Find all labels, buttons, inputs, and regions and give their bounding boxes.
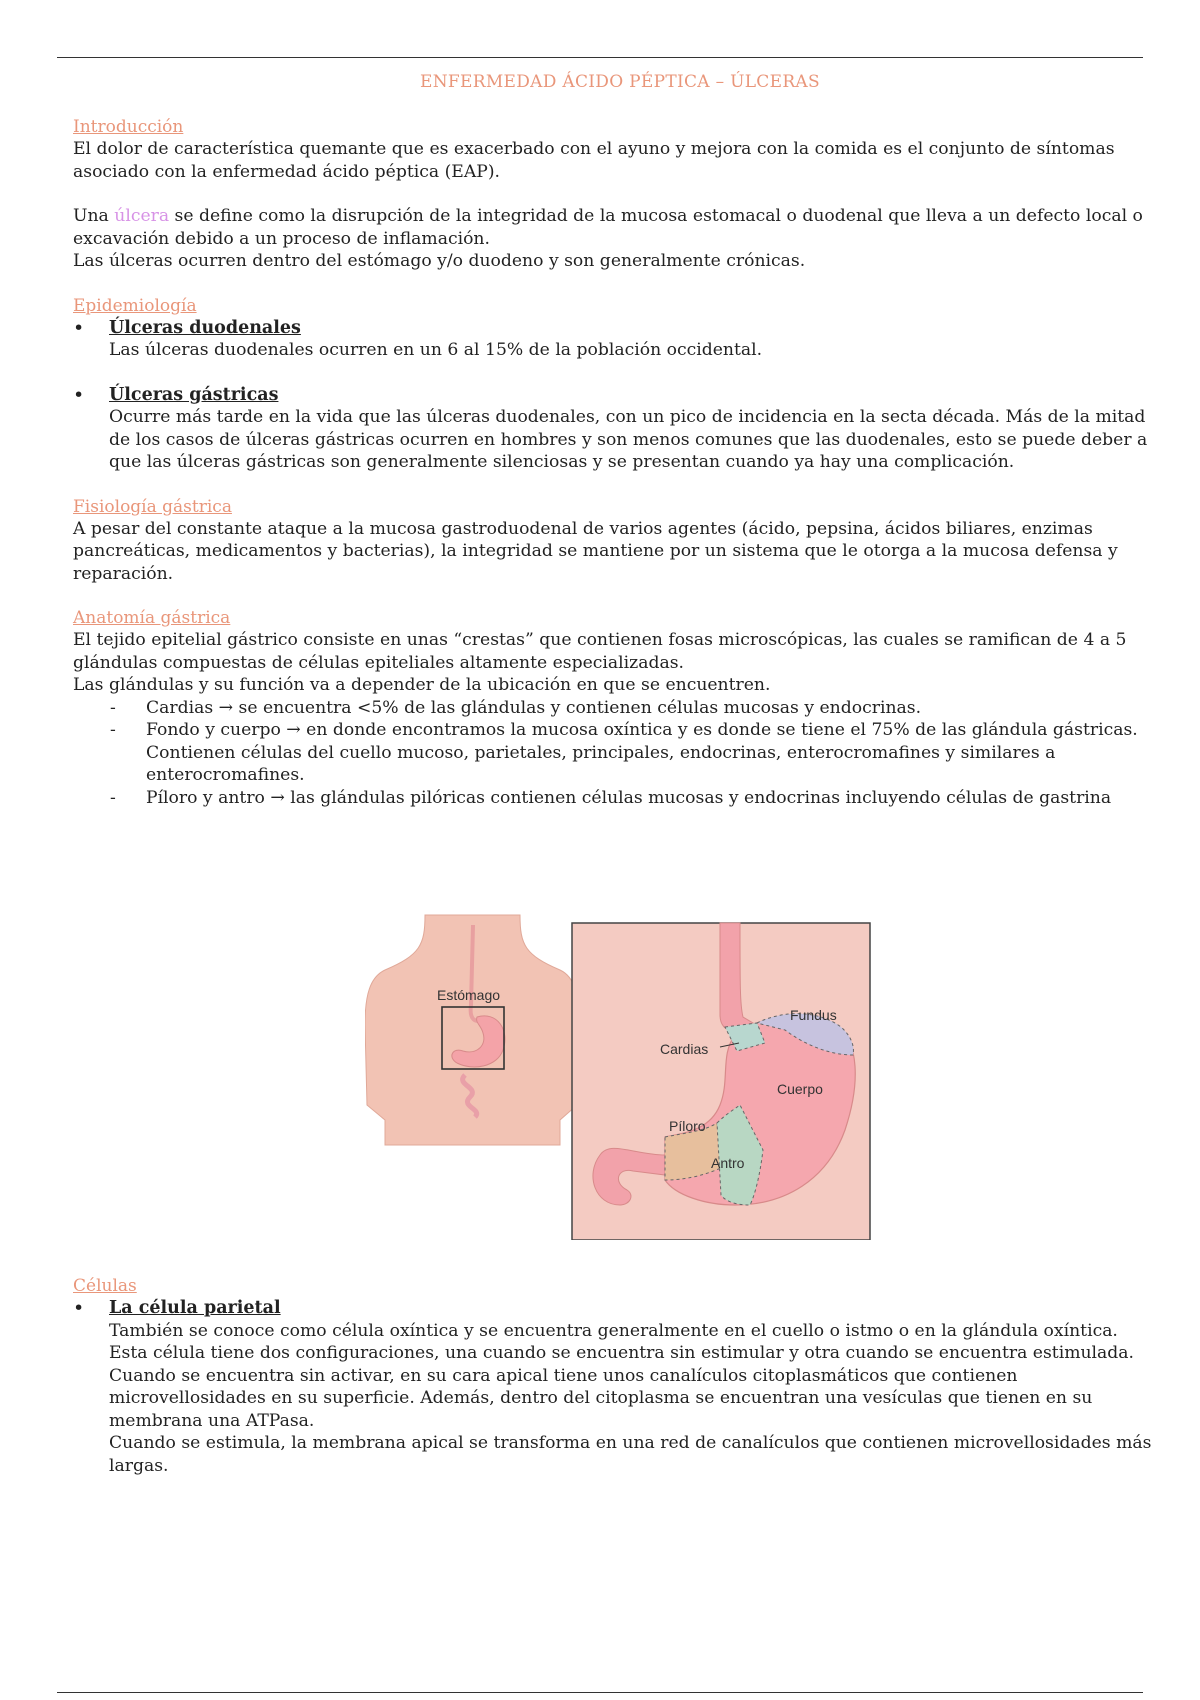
gland-item-cardias: - Cardias → se encuentra <5% de las glándulas y contienen células mucosas y endocrinas. bbox=[73, 697, 1163, 720]
epidemiology-list bbox=[73, 317, 1163, 474]
intro-p2-start: Una bbox=[73, 206, 115, 226]
gland-item-fondo: - Fondo y cuerpo → en donde encontramos la mucosa oxíntica y es donde se tiene el 75% de las glándula gástricas. Contienen células del cuello mucoso, parietales, principales, endocrinas, enterocromafines y similares a enterocromafines. bbox=[73, 719, 1163, 787]
ulcer-term: úlcera bbox=[114, 206, 170, 226]
antro-label: Antro bbox=[711, 1155, 745, 1171]
bottom-rule bbox=[57, 1692, 1143, 1693]
anatomy-heading: Anatomía gástrica bbox=[73, 608, 231, 628]
epidemiology-item-gastric bbox=[73, 384, 1163, 474]
intro-heading: Introducción bbox=[73, 117, 184, 137]
intro-paragraph-1: El dolor de característica quemante que es exacerbado con el ayuno y mejora con la comida es el conjunto de síntomas asociado con la enfermedad ácido péptica (EAP). bbox=[73, 139, 1115, 182]
stomach-figure-svg bbox=[365, 905, 875, 1240]
piloro-label: Píloro bbox=[669, 1118, 706, 1134]
cells-list bbox=[73, 1297, 1163, 1477]
main-content bbox=[73, 116, 1163, 809]
parietal-paragraph-3: Cuando se estimula, la membrana apical se transforma en una red de canalículos que contienen microvellosidades más largas. bbox=[109, 1433, 1152, 1476]
fundus-label: Fundus bbox=[790, 1007, 837, 1023]
cells-item-parietal bbox=[73, 1297, 1163, 1477]
gland-item-piloro: - Píloro y antro → las glándulas pilóricas contienen células mucosas y endocrinas incluyendo células de gastrina bbox=[73, 787, 1163, 810]
parietal-paragraph-1: También se conoce como célula oxíntica y se encuentra generalmente en el cuello o istmo o en la glándula oxíntica. bbox=[109, 1320, 1118, 1341]
anatomy-paragraph-2: Las glándulas y su función va a depender de la ubicación en que se encuentren. bbox=[73, 675, 771, 695]
physiology-text: A pesar del constante ataque a la mucosa gastroduodenal de varios agentes (ácido, pepsina, ácidos biliares, enzimas pancreáticas, medicamentos y bacterias), la integridad se mantiene por un sistema que le otorga a la mucosa defensa y reparación. bbox=[73, 518, 1118, 584]
cuerpo-label: Cuerpo bbox=[777, 1081, 823, 1097]
cardias-label: Cardias bbox=[660, 1041, 709, 1057]
stomach-illustration bbox=[365, 905, 875, 1240]
parietal-paragraph-2: Esta célula tiene dos configuraciones, una cuando se encuentra sin estimular y otra cuando se encuentra estimulada. Cuando se encuentra sin activar, en su cara apical tiene unos canalículos citoplasmáticos que contienen microvellosidades en su superficie. Además, dentro del citoplasma se encuentran una vesículas que tienen en su membrana una ATPasa. bbox=[109, 1343, 1135, 1431]
top-rule bbox=[57, 57, 1143, 58]
physiology-heading: Fisiología gástrica bbox=[73, 496, 232, 517]
anatomy-paragraph-1: El tejido epitelial gástrico consiste en unas “crestas” que contienen fosas microscópicas, las cuales se ramifican de 4 a 5 glándulas compuestas de células epiteliales altamente especializadas. bbox=[73, 630, 1127, 673]
cells-heading: Células bbox=[73, 1276, 137, 1296]
duodenal-title: • Úlceras duodenales bbox=[109, 317, 301, 338]
intro-paragraph-3: Las úlceras ocurren dentro del estómago y/o duodeno y son generalmente crónicas. bbox=[73, 251, 806, 271]
stomach-label: Estómago bbox=[437, 987, 501, 1003]
parietal-title: • La célula parietal bbox=[109, 1298, 281, 1318]
gastric-text: Ocurre más tarde en la vida que las úlceras duodenales, con un pico de incidencia en la secta década. Más de la mitad de los casos de úlceras gástricas ocurren en hombres y son menos comunes que las duodenales, esto se puede deber a que las úlceras gástricas son generalmente silenciosas y se presentan cuando ya hay una complicación. bbox=[109, 407, 1148, 472]
gland-list bbox=[73, 697, 1163, 810]
cells-section bbox=[73, 1275, 1163, 1477]
intro-paragraph-2 bbox=[73, 205, 1163, 250]
intro-p2-end: se define como la disrupción de la integridad de la mucosa estomacal o duodenal que lleva a un defecto local o excavación debido a un proceso de inflamación. bbox=[73, 206, 1143, 249]
page-title: ENFERMEDAD ÁCIDO PÉPTICA – ÚLCERAS bbox=[420, 72, 820, 92]
epidemiology-item-duodenal bbox=[73, 317, 1163, 362]
gastric-title: • Úlceras gástricas bbox=[109, 384, 279, 405]
epidemiology-heading: Epidemiología bbox=[73, 295, 197, 316]
duodenal-text: Las úlceras duodenales ocurren en un 6 al 15% de la población occidental. bbox=[109, 340, 763, 360]
